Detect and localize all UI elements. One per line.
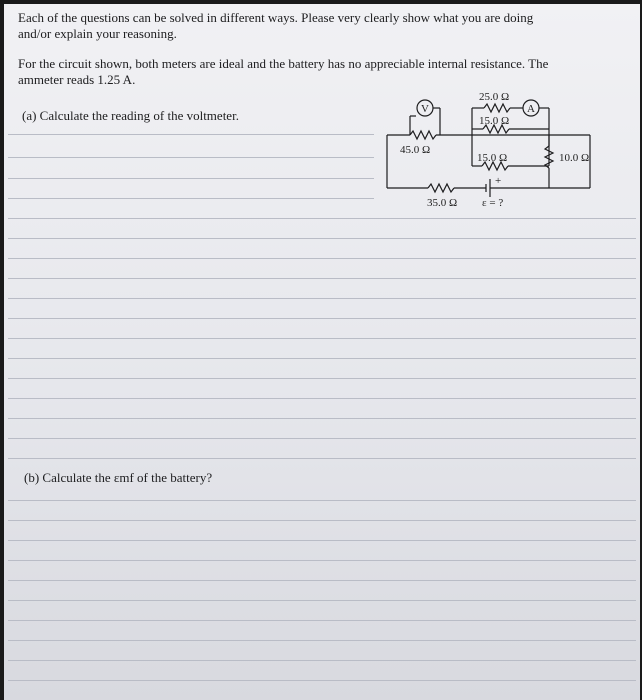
answer-line	[8, 560, 636, 561]
answer-line	[8, 398, 636, 399]
answer-line	[8, 458, 636, 459]
answer-line	[8, 378, 636, 379]
resistor-35-symbol	[428, 184, 454, 192]
answer-line	[8, 580, 636, 581]
resistor-15-center-label: 15.0 Ω	[477, 152, 508, 164]
problem-line-1: For the circuit shown, both meters are ideal and the battery has no appreciable internal resistance. The	[18, 56, 549, 71]
circuit-diagram	[4, 4, 640, 224]
part-b-question: (b) Calculate the εmf of the battery?	[24, 470, 213, 485]
answer-line	[8, 540, 636, 541]
intro-line-2: and/or explain your reasoning.	[18, 26, 177, 41]
resistor-25-label: 25.0 Ω	[479, 91, 510, 103]
resistor-45-label: 45.0 Ω	[400, 144, 431, 156]
problem-line-2: ammeter reads 1.25 A.	[18, 72, 136, 87]
answer-line	[8, 660, 636, 661]
answer-line	[8, 600, 636, 601]
answer-line	[8, 238, 636, 239]
resistor-10-label: 10.0 Ω	[559, 152, 590, 164]
resistor-45-symbol	[410, 131, 436, 139]
voltmeter-label: V	[421, 103, 429, 115]
answer-line	[8, 358, 636, 359]
resistor-15-mid-label: 15.0 Ω	[479, 115, 510, 127]
answer-line	[8, 680, 636, 681]
emf-label: ε = ?	[482, 197, 504, 209]
worksheet-page	[4, 4, 640, 700]
answer-line	[8, 318, 636, 319]
intro-line-1: Each of the questions can be solved in different ways. Please very clearly show what you are doing	[18, 10, 534, 25]
answer-line	[8, 418, 636, 419]
answer-line	[8, 258, 636, 259]
answer-line	[8, 298, 636, 299]
part-a-question: (a) Calculate the reading of the voltmeter.	[22, 108, 239, 123]
answer-line	[8, 338, 636, 339]
answer-line	[8, 278, 636, 279]
answer-line	[8, 640, 636, 641]
answer-line	[8, 438, 636, 439]
answer-line	[8, 500, 636, 501]
answer-line	[8, 620, 636, 621]
ammeter-label: A	[527, 103, 535, 115]
resistor-35-label: 35.0 Ω	[427, 197, 458, 209]
battery-plus-label: +	[495, 175, 502, 187]
answer-line	[8, 520, 636, 521]
resistor-25-symbol	[484, 104, 510, 112]
